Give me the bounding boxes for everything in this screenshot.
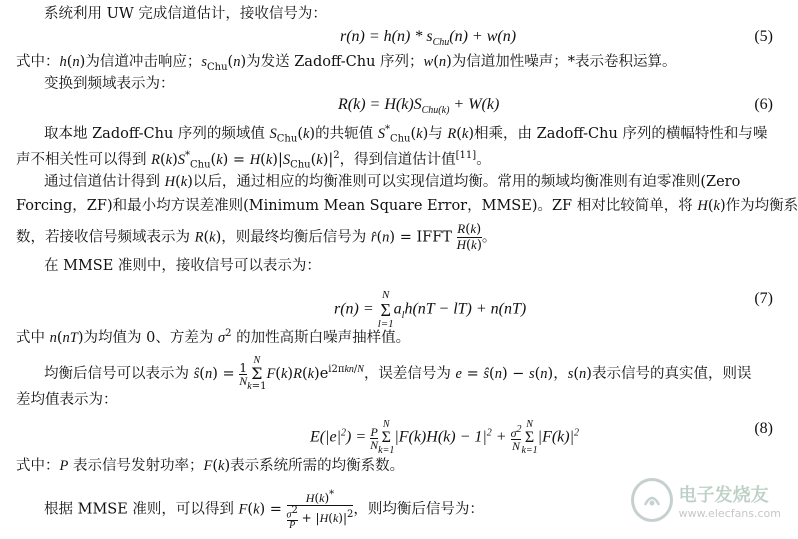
paragraph-14: 根据 MMSE 准则，可以得到 F(k) = H(k)* $\frac{\sigma^2}{P}$ + $|H(k)|^2$ ，则均衡后信号为： (44, 489, 484, 532)
paragraph-7: Forcing，ZF)和最小均方误差准则(Minimum Mean Square Error，MMSE)。ZF 相对比较简单，将 H(k)作为均衡系 (16, 198, 798, 214)
watermark-url: www.elecfans.com (678, 506, 781, 520)
watermark-logo (631, 469, 781, 531)
paragraph-8: 数，若接收信号频域表示为 R(k)，则最终均衡后信号为 r̂(n) = IFFT $\frac{R(k)}{H(k)}$ 。 (16, 221, 497, 253)
paragraph-11: 均衡后信号可以表示为 ŝ(n) = $\frac{1}{N}$ N Σ k=1 $F(k)R(k)e^{i2\pi kn/N}$，误差信号为 e = ŝ(n) − s(n)，s(n)表示信号的真实值，则误 (44, 355, 752, 392)
paragraph-9: 在 MMSE 准则中，接收信号可以表示为： (44, 258, 321, 274)
equation-5-number: (5) (754, 28, 773, 45)
paragraph-12: 差均值表示为： (16, 392, 118, 408)
paragraph-4: 取本地 Zadoff-Chu 序列的频域值 $S_{Chu}(k)$的共轭值 $S^*_{Chu}(k)$与 R(k)相乘，由 Zadoff-Chu 序列的横幅特性和与噪 (44, 124, 768, 145)
equation-8-formula: $E(|e|^2)$ = $\frac{P}{N}$ N Σ k=1 $|F(k)H(k) - 1|^2$ + $\frac{\sigma^2}{N}$ N Σ k=1 $|F(k)|^2$ (310, 419, 579, 456)
equation-6-number: (6) (754, 96, 773, 113)
paragraph-1: 系统利用 UW 完成信道估计，接收信号为： (44, 6, 327, 22)
paragraph-2: 式中：h(n)为信道冲击响应；$s_{Chu}(n)$为发送 Zadoff-Chu 序列；w(n)为信道加性噪声；*表示卷积运算。 (16, 54, 677, 73)
equation-7 (0, 280, 789, 330)
equation-8 (0, 412, 789, 456)
equation-6-formula: $R(k) = H(k)S_{Chu(k)} + W(k)$ (338, 96, 500, 117)
paragraph-3: 变换到频域表示为： (44, 76, 175, 92)
paragraph-13: 式中：P 表示信号发射功率；F(k)表示系统所需的均衡系数。 (16, 458, 405, 474)
paragraph-5: 声不相关性可以得到 $R(k)S^*_{Chu}(k) = H(k)|S_{Chu}(k)|^2$，得到信道估计值[11]。 (16, 150, 491, 171)
paragraph-10: 式中 n(nT)为均值为 0、方差为 $\sigma^2$ 的加性高斯白噪声抽样值。 (16, 328, 411, 346)
paragraph-6: 通过信道估计得到 H(k)以后，通过相应的均衡准则可以实现信道均衡。常用的频域均衡准则有迫零准则(Zero (44, 174, 741, 190)
watermark-text: 电子发烧友 (678, 484, 769, 506)
equation-7-number: (7) (754, 290, 773, 307)
equation-8-number: (8) (754, 420, 773, 437)
equation-5-formula: $r(n) = h(n) * s_{Chu}(n) + w(n)$ (340, 28, 517, 49)
equation-5 (0, 28, 789, 50)
equation-7-formula: r(n) = N Σ l=1 $a_lh(nT - lT) + n(nT)$ (334, 289, 527, 330)
equation-6 (0, 96, 789, 118)
elecfans-logo-icon (631, 478, 673, 522)
